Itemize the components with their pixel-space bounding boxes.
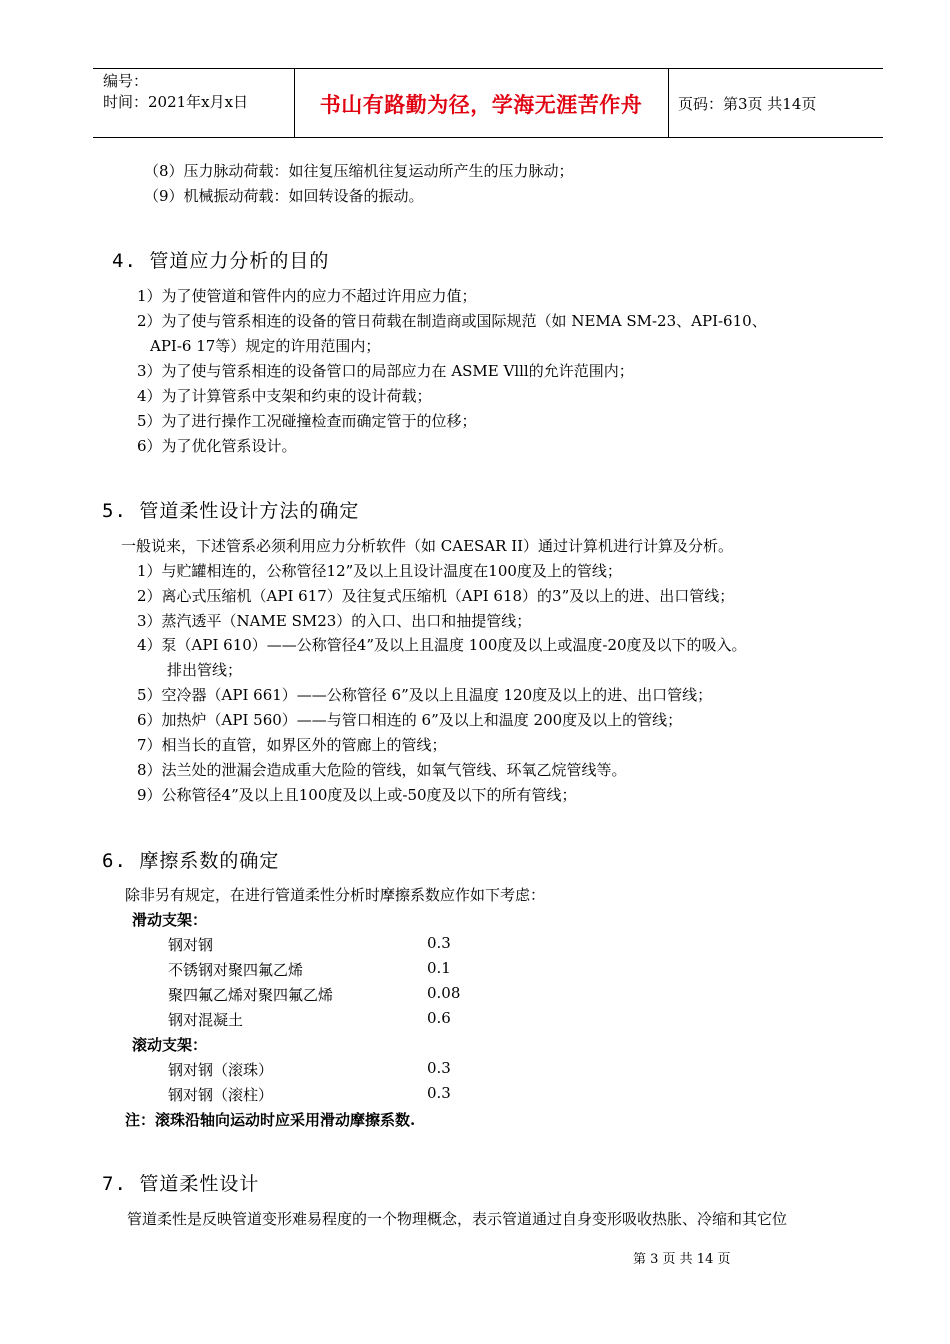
section-7-title: 7. 管道柔性设计 [102, 1173, 260, 1195]
page-footer: 第 3 页 共 14 页 [633, 1252, 731, 1267]
section-4-title: 4. 管道应力分析的目的 [112, 250, 330, 272]
friction-value: 0.3 [427, 934, 451, 952]
sliding-support-label: 滑动支架： [132, 911, 208, 929]
list-item-continuation: API-6 17等）规定的许用范围内； [150, 337, 381, 355]
header-divider-right [668, 69, 669, 137]
list-item: 6）加热炉（API 560）——与管口相连的 6”及以上和温度 200度及以上的管线； [137, 711, 683, 729]
list-item: 9）公称管径4”及以上且100度及以上或-50度及以下的所有管线； [137, 786, 577, 804]
friction-value: 0.08 [427, 984, 461, 1002]
list-item: 2）离心式压缩机（API 617）及往复式压缩机（API 618）的3”及以上的进、出口管线； [137, 587, 735, 605]
document-header [93, 68, 883, 138]
list-item-continuation: 排出管线； [167, 661, 243, 679]
header-page-info: 页码：第3页 共14页 [678, 95, 817, 113]
friction-value: 0.6 [427, 1009, 451, 1027]
friction-note: 注：滚珠沿轴向运动时应采用滑动摩擦系数. [125, 1111, 416, 1129]
header-motto: 书山有路勤为径，学海无涯苦作舟 [319, 92, 643, 117]
friction-value: 0.1 [427, 959, 451, 977]
list-item: （9）机械振动荷载：如回转设备的振动。 [144, 187, 424, 205]
section-6-title: 6. 摩擦系数的确定 [102, 850, 280, 872]
list-item: 7）相当长的直管，如界区外的管廊上的管线； [137, 736, 447, 754]
friction-material: 钢对钢（滚珠） [168, 1061, 274, 1079]
friction-material: 钢对钢（滚柱） [168, 1086, 274, 1104]
friction-value: 0.3 [427, 1084, 451, 1102]
list-item: 1）与贮罐相连的，公称管径12”及以上且设计温度在100度及上的管线； [137, 562, 622, 580]
time-label: 时间：2021年x月x日 [103, 93, 249, 111]
list-item: （8）压力脉动荷载：如往复压缩机往复运动所产生的压力脉动； [144, 162, 574, 180]
section-5-intro: 一般说来，下述管系必须利用应力分析软件（如 CAESAR II）通过计算机进行计算及分析。 [121, 537, 734, 555]
list-item: 5）空冷器（API 661）——公称管径 6”及以上且温度 120度及以上的进、出口管线； [137, 686, 713, 704]
friction-value: 0.3 [427, 1059, 451, 1077]
list-item: 3）蒸汽透平（NAME SM23）的入口、出口和抽提管线； [137, 612, 532, 630]
header-meta [103, 71, 248, 113]
friction-material: 钢对钢 [168, 936, 214, 954]
friction-material: 钢对混凝土 [168, 1011, 244, 1029]
list-item: 3）为了使与管系相连的设备管口的局部应力在 ASME Vlll的允许范围内； [137, 362, 634, 380]
rolling-support-label: 滚动支架： [132, 1036, 208, 1054]
list-item: 1）为了使管道和管件内的应力不超过许用应力值； [137, 287, 477, 305]
friction-material: 不锈钢对聚四氟乙烯 [168, 961, 304, 979]
list-item: 5）为了进行操作工况碰撞检查而确定管于的位移； [137, 412, 477, 430]
list-item: 6）为了优化管系设计。 [137, 437, 297, 455]
list-item: 8）法兰处的泄漏会造成重大危险的管线，如氧气管线、环氧乙烷管线等。 [137, 761, 627, 779]
section-5-title: 5. 管道柔性设计方法的确定 [102, 500, 360, 522]
friction-material: 聚四氟乙烯对聚四氟乙烯 [168, 986, 334, 1004]
list-item: 4）为了计算管系中支架和约束的设计荷载； [137, 387, 432, 405]
list-item: 4）泵（API 610）——公称管径4”及以上且温度 100度及以上或温度-20度及以下的吸入。 [137, 636, 747, 654]
code-label: 编号： [103, 72, 149, 90]
section-6-intro: 除非另有规定，在进行管道柔性分析时摩擦系数应作如下考虑： [125, 886, 546, 904]
section-7-text: 管道柔性是反映管道变形难易程度的一个物理概念，表示管道通过自身变形吸收热胀、冷缩和其它位 [127, 1210, 788, 1228]
list-item: 2）为了使与管系相连的设备的管日荷载在制造商或国际规范（如 NEMA SM-23、API-610、 [137, 312, 767, 330]
